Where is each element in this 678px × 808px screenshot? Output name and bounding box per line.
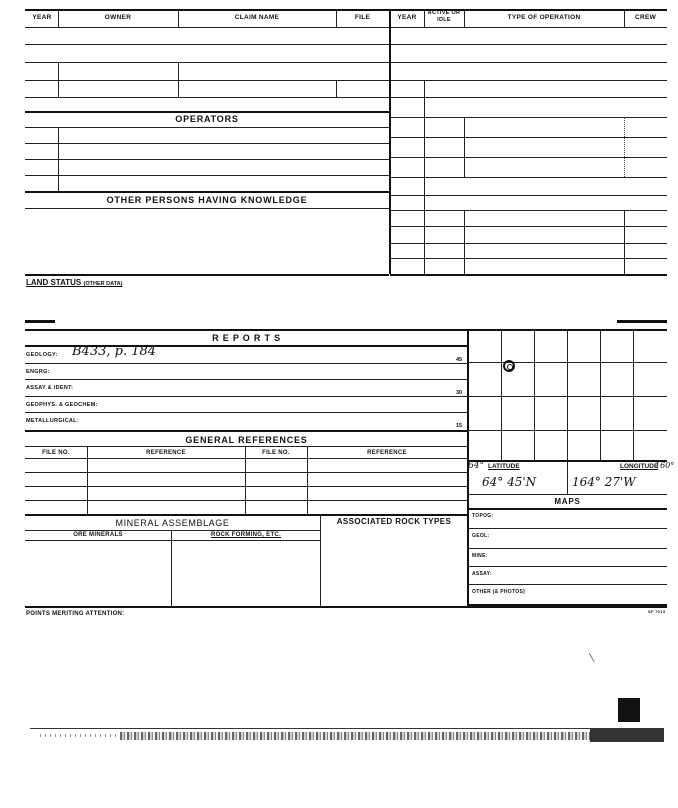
report-geology-label: GEOLOGY: — [26, 352, 58, 358]
associated-rock-types: ASSOCIATED ROCK TYPES — [336, 517, 452, 526]
points-meriting-attention: POINTS MERITING ATTENTION: — [26, 611, 125, 617]
report-geology-value: B433, p. 184 — [72, 344, 157, 359]
lat-prefix: 64° — [468, 461, 484, 471]
maps-title: MAPS — [554, 497, 581, 506]
col-owner: OWNER — [104, 14, 132, 21]
report-metallurgical-number: 15 — [456, 423, 463, 429]
other-persons-title: OTHER PERSONS HAVING KNOWLEDGE — [106, 195, 308, 205]
form-code: SF 7013 — [648, 609, 666, 614]
gr-reference-2: REFERENCE — [367, 450, 407, 456]
report-geophys-label: GEOPHYS. & GEOCHEM: — [26, 402, 98, 408]
report-assay-number: 30 — [456, 390, 463, 396]
land-status-title: LAND STATUS — [26, 278, 82, 287]
maps-assay: ASSAY: — [472, 571, 492, 577]
operators-title: OPERATORS — [175, 114, 239, 124]
longitude-value: 164° 27'W — [572, 475, 636, 489]
latitude-label: LATITUDE — [488, 463, 520, 470]
reports-title: R E P O R T S — [212, 333, 281, 343]
col-active-idle: ACTIVE OR IDLE — [427, 10, 461, 23]
report-geology-number: 45 — [456, 357, 463, 363]
latitude-value: 64° 45'N — [482, 475, 537, 489]
general-references-title: GENERAL REFERENCES — [185, 435, 308, 445]
report-metallurgical-label: METALLURGICAL: — [26, 418, 79, 424]
ore-minerals-header: ORE MINERALS — [73, 532, 123, 538]
land-status-sub: (OTHER DATA) — [83, 281, 123, 287]
col-claim-name: CLAIM NAME — [234, 14, 280, 21]
maps-geol: GEOL: — [472, 533, 490, 539]
col-file: FILE — [354, 14, 371, 21]
col-year: YEAR — [32, 14, 52, 21]
gr-reference-1: REFERENCE — [146, 450, 186, 456]
rock-forming-header: ROCK FORMING, ETC. — [210, 532, 282, 538]
mineral-assemblage-title: MINERAL ASSEMBLAGE — [115, 518, 230, 528]
report-assay-label: ASSAY & IDENT: — [26, 385, 74, 391]
col-op-year: YEAR — [397, 14, 417, 21]
lon-suffix: 160° — [655, 461, 675, 470]
maps-topog: TOPOG: — [472, 513, 494, 519]
col-type-of-operation: TYPE OF OPERATION — [507, 14, 581, 21]
longitude-label: LONGITUDE — [620, 463, 659, 470]
col-crew: CREW — [634, 14, 657, 21]
land-status-label — [26, 278, 122, 287]
report-engrg-label: ENGRG: — [26, 369, 50, 375]
maps-other: OTHER (& PHOTOS) — [472, 589, 526, 595]
gr-file-no-1: FILE NO. — [42, 450, 70, 456]
maps-mine: MINE: — [472, 553, 488, 559]
location-marker-icon — [503, 360, 515, 372]
gr-file-no-2: FILE NO. — [262, 450, 290, 456]
